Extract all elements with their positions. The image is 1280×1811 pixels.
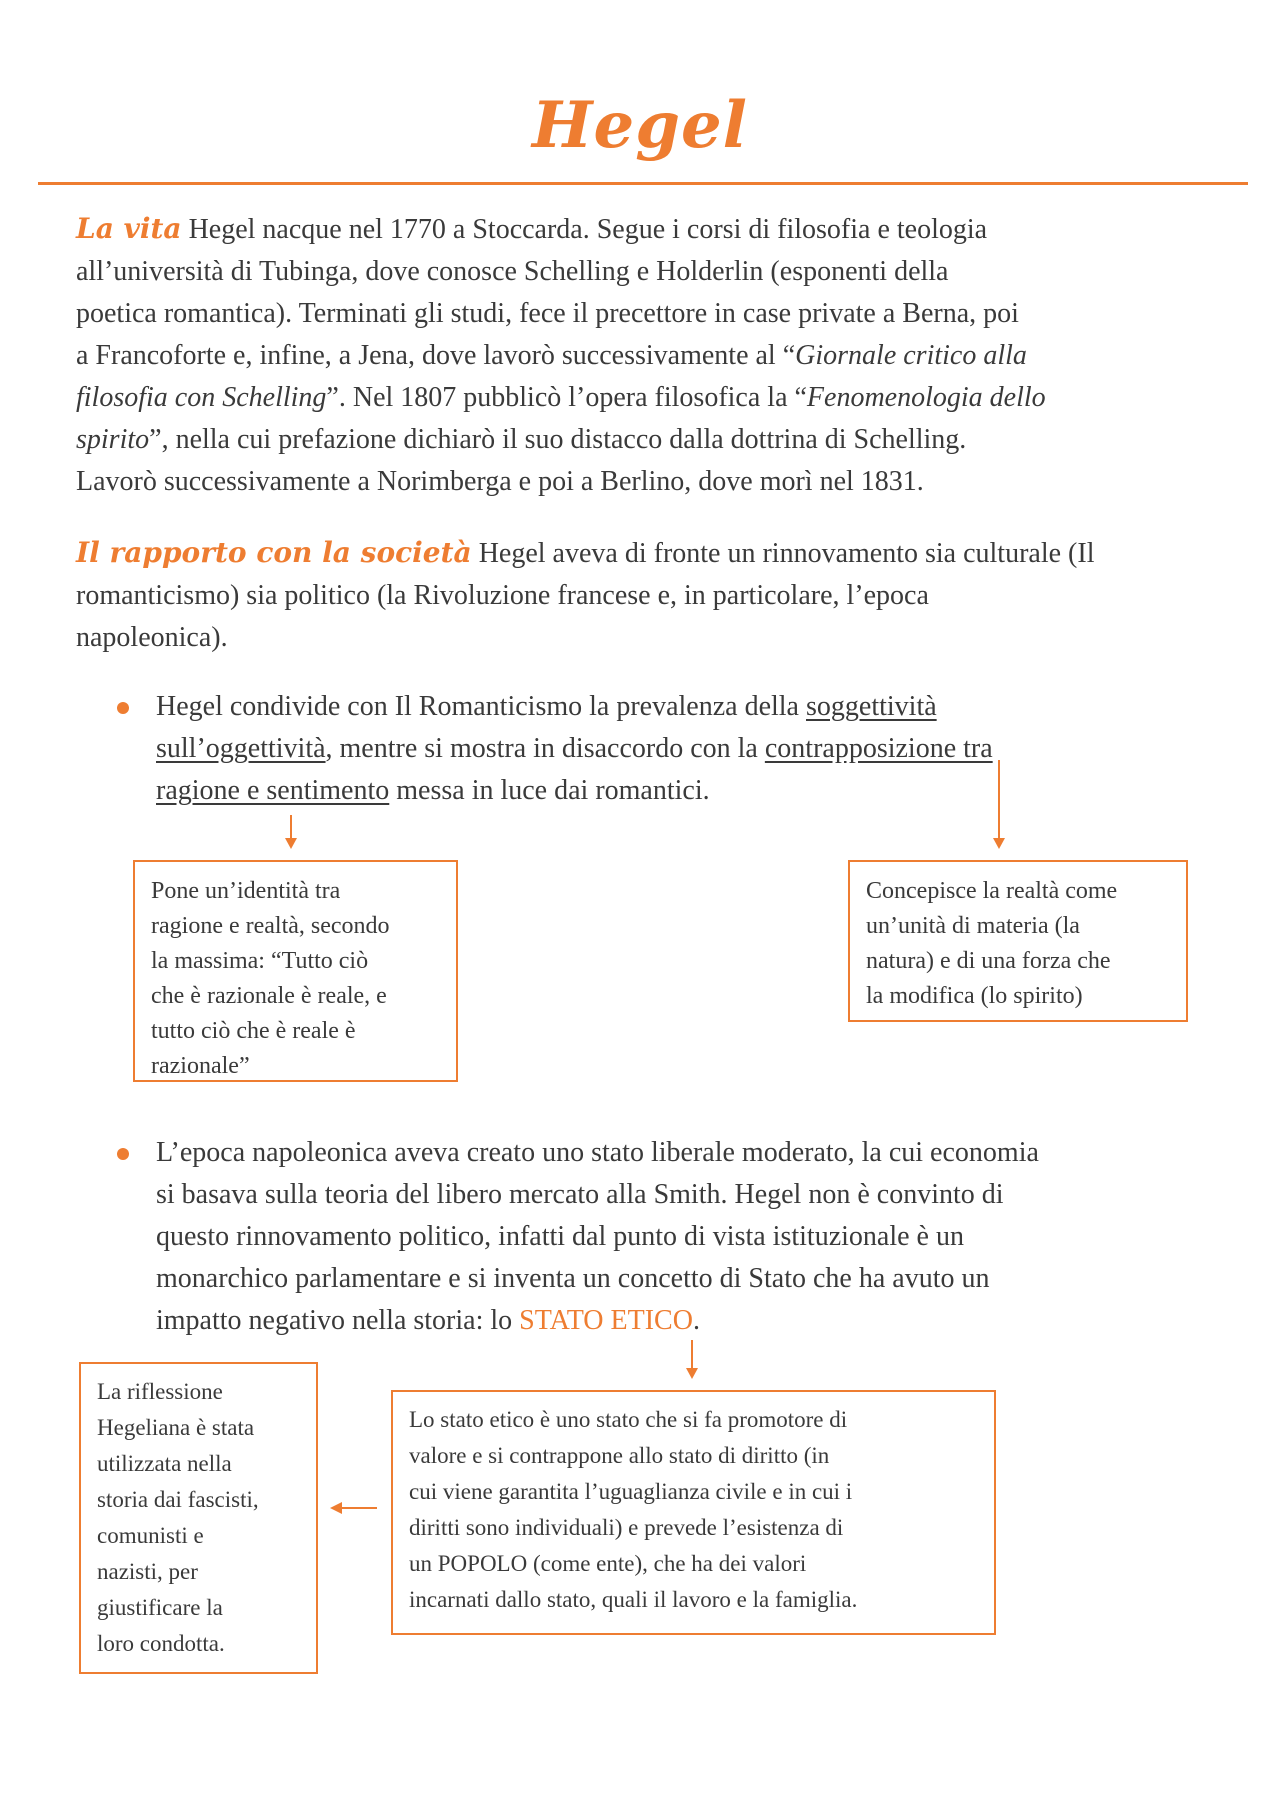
- bullet-1-text: Hegel condivide con Il Romanticismo la prevalenza della soggettività sull’oggettività, mentre si mostra in disaccordo con la contrapposizione tra ragione e sentimento messa in luce dai romantici.: [156, 691, 993, 806]
- vita-line-5: filosofia con Schelling”. Nel 1807 pubblicò l’opera filosofica la “Fenomenologia dello: [76, 382, 1046, 413]
- bullet-2-text: L’epoca napoleonica aveva creato uno stato liberale moderato, la cui economia si basava sulla teoria del libero mercato alla Smith. Hegel non è convinto di questo rinnovamento politico, infatti dal punto di vista istituzionale è un monarchico parlamentare e si inventa un concetto di Stato che ha avuto un impatto negativo nella storia: lo STATO ETICO.: [156, 1137, 1039, 1336]
- vita-line-4: a Francoforte e, infine, a Jena, dove lavorò successivamente al “Giornale critico alla: [76, 340, 1027, 371]
- identity-box: Pone un’identità tra ragione e realtà, secondo la massima: “Tutto ciò che è razionale è reale, e tutto ciò che è reale è razionale”: [133, 860, 458, 1082]
- societa-line-1: Il rapporto con la società Hegel aveva di fronte un rinnovamento sia culturale (Il: [76, 536, 1095, 569]
- vita-line-2: all’università di Tubinga, dove conosce Schelling e Holderlin (esponenti della: [76, 256, 949, 287]
- vita-line-3: poetica romantica). Terminati gli studi, fece il precettore in case private a Berna, poi: [76, 298, 1019, 329]
- arrow-head-icon: [686, 1368, 698, 1379]
- societa-line-2: romanticismo) sia politico (la Rivoluzione francese e, in particolare, l’epoca: [76, 580, 929, 611]
- historical-use-box: La riflessione Hegeliana è stata utilizzata nella storia dai fascisti, comunisti e nazisti, per giustificare la loro condotta.: [79, 1362, 318, 1674]
- reality-box: Concepisce la realtà come un’unità di materia (la natura) e di una forza che la modifica (lo spirito): [848, 860, 1188, 1022]
- vita-line-6: spirito”, nella cui prefazione dichiarò il suo distacco dalla dottrina di Schelling.: [76, 424, 967, 455]
- societa-line-3: napoleonica).: [76, 622, 228, 653]
- arrow-head-icon: [993, 838, 1005, 849]
- stato-etico-highlight: STATO ETICO: [519, 1305, 693, 1336]
- vita-heading: La vita: [76, 212, 182, 245]
- vita-line-1: La vita Hegel nacque nel 1770 a Stoccarda. Segue i corsi di filosofia e teologia: [76, 212, 988, 245]
- arrow-head-icon: [285, 838, 297, 849]
- arrow-head-icon: [330, 1502, 342, 1514]
- societa-heading: Il rapporto con la società: [76, 536, 472, 569]
- stato-etico-box: Lo stato etico è uno stato che si fa promotore di valore e si contrappone allo stato di diritto (in cui viene garantita l’uguaglianza civile e in cui i diritti sono individuali) e prevede l’esistenza di un POPOLO (come ente), che ha dei valori incarnati dallo stato, quali il lavoro e la famiglia.: [391, 1390, 996, 1635]
- page-title: Hegel: [532, 88, 748, 163]
- vita-line-7: Lavorò successivamente a Norimberga e poi a Berlino, dove morì nel 1831.: [76, 466, 924, 497]
